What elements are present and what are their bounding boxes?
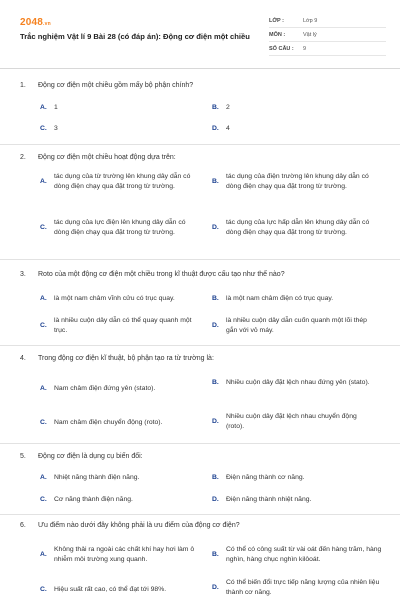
- option-letter: A.: [40, 177, 47, 185]
- option-text: Có thể biến đổi trực tiếp năng lượng của nhiên liệu thành cơ năng.: [226, 579, 380, 596]
- option-text: Nhiệt năng thành điện năng.: [54, 474, 140, 481]
- option-c[interactable]: [40, 124, 190, 134]
- question-divider: [0, 259, 400, 260]
- option-text: là nhiều cuộn dây dẫn cuốn quanh một lõi thép gắn với vỏ máy.: [226, 317, 367, 334]
- option-a[interactable]: [40, 103, 190, 113]
- question-stem: [20, 452, 380, 461]
- option-text: Nam châm điện chuyển động (roto).: [54, 419, 163, 426]
- option-d[interactable]: [212, 316, 372, 335]
- question-1: [20, 81, 380, 90]
- option-text: Nam châm điện đứng yên (stato).: [54, 385, 156, 392]
- option-text: tác dụng của từ trường lên khung dây dẫn có dòng điện chạy qua đặt trong từ trường.: [54, 173, 191, 190]
- question-stem: [20, 521, 380, 530]
- option-d[interactable]: [212, 412, 372, 431]
- option-d[interactable]: [212, 124, 372, 134]
- option-letter: C.: [40, 496, 47, 503]
- meta-row-grade: [269, 14, 386, 28]
- question-2: [20, 153, 380, 162]
- option-text: 4: [226, 125, 230, 132]
- page-title: Trắc nghiệm Vật lí 9 Bài 28 (có đáp án): Động cơ điện một chiều: [20, 32, 250, 41]
- option-d[interactable]: [212, 495, 372, 505]
- question-number: 5.: [20, 453, 26, 460]
- option-a[interactable]: [40, 473, 205, 483]
- page-header: [14, 12, 386, 58]
- question-text: Roto của một động cơ điện một chiều trong kĩ thuật được cấu tạo như thế nào?: [38, 271, 285, 278]
- option-letter: A.: [40, 295, 47, 302]
- option-text: Hiệu suất rất cao, có thể đạt tới 98%.: [54, 586, 167, 593]
- option-letter: C.: [40, 223, 47, 231]
- option-text: Không thải ra ngoài các chất khí hay hơi làm ô nhiễm môi trường xung quanh.: [54, 546, 195, 563]
- question-number: 2.: [20, 154, 26, 161]
- option-d[interactable]: [212, 578, 382, 597]
- option-a[interactable]: [40, 294, 205, 304]
- option-letter: C.: [40, 586, 47, 593]
- question-4: [20, 354, 380, 363]
- option-letter: D.: [212, 223, 219, 231]
- question-stem: [20, 81, 380, 90]
- option-b[interactable]: [212, 172, 372, 191]
- option-text: tác dụng của điện trường lên khung dây dẫn có dòng điện chạy qua đặt trong từ trường.: [226, 173, 369, 190]
- question-divider: [0, 514, 400, 515]
- option-text: tác dụng của lực điện lên khung dây dẫn có dòng điện chạy qua đặt trong từ trường.: [54, 219, 186, 236]
- option-b[interactable]: [212, 378, 372, 388]
- meta-row-count: [269, 42, 386, 56]
- option-b[interactable]: [212, 294, 377, 304]
- option-text: 3: [54, 125, 58, 132]
- option-text: tác dụng của lực hấp dẫn lên khung dây dẫn có dòng điện chạy qua đặt trong từ trường.: [226, 219, 370, 236]
- option-letter: B.: [212, 104, 219, 111]
- question-6: [20, 521, 380, 530]
- option-letter: D.: [212, 125, 219, 132]
- option-text: Nhiều cuộn dây đặt lệch nhau đứng yên (stato).: [226, 379, 370, 386]
- option-text: là nhiều cuộn dây dẫn có thể quay quanh một trục.: [54, 317, 192, 334]
- question-stem: [20, 153, 380, 162]
- option-text: 1: [54, 104, 58, 111]
- option-letter: C.: [40, 125, 47, 132]
- option-text: Nhiều cuộn dây đặt lệch nhau chuyển động (roto).: [226, 413, 357, 430]
- option-text: Có thể có công suất từ vài oát đến hàng trăm, hàng nghìn, hàng chục nghìn kilôoát.: [226, 546, 382, 563]
- meta-key-grade: LỚP :: [269, 17, 284, 24]
- option-c[interactable]: [40, 218, 200, 237]
- question-text: Động cơ điện một chiều gồm mấy bộ phận chính?: [38, 82, 194, 89]
- question-text: Động cơ điện một chiều hoạt động dựa trên:: [38, 154, 176, 161]
- meta-value-grade: Lớp 9: [303, 17, 318, 24]
- meta-row-subject: [269, 28, 386, 42]
- option-text: là một nam châm điện có trục quay.: [226, 295, 334, 302]
- option-b[interactable]: [212, 545, 382, 564]
- option-letter: B.: [212, 379, 219, 386]
- question-number: 3.: [20, 271, 26, 278]
- meta-key-count: SỐ CÂU :: [269, 45, 294, 52]
- option-letter: D.: [212, 583, 219, 591]
- meta-key-subject: MÔN :: [269, 31, 286, 38]
- option-d[interactable]: [212, 218, 372, 237]
- option-text: 2: [226, 104, 230, 111]
- option-letter: A.: [40, 474, 47, 481]
- question-text: Trong động cơ điện kĩ thuật, bộ phận tạo ra từ trường là:: [38, 355, 214, 362]
- option-c[interactable]: [40, 418, 205, 428]
- option-letter: C.: [40, 321, 47, 329]
- question-divider: [0, 443, 400, 444]
- option-letter: B.: [212, 295, 219, 302]
- option-letter: A.: [40, 104, 47, 111]
- option-letter: D.: [212, 496, 219, 503]
- question-text: Ưu điểm nào dưới đây không phải là ưu điểm của động cơ điện?: [38, 522, 240, 529]
- question-5: [20, 452, 380, 461]
- option-c[interactable]: [40, 316, 200, 335]
- question-stem: [20, 270, 380, 279]
- option-text: Điện năng thành nhiệt năng.: [226, 496, 312, 503]
- option-letter: B.: [212, 177, 219, 185]
- option-letter: B.: [212, 474, 219, 481]
- question-number: 1.: [20, 82, 26, 89]
- meta-value-count: 9: [303, 45, 307, 52]
- option-a[interactable]: [40, 545, 205, 564]
- quiz-meta: [269, 14, 386, 56]
- question-number: 6.: [20, 522, 26, 529]
- option-letter: A.: [40, 550, 47, 558]
- option-b[interactable]: [212, 473, 372, 483]
- option-text: là một nam châm vĩnh cửu có trục quay.: [54, 295, 175, 302]
- question-stem: [20, 354, 380, 363]
- meta-value-subject: Vật lý: [303, 31, 317, 38]
- option-letter: D.: [212, 417, 219, 425]
- site-logo[interactable]: [20, 17, 51, 28]
- option-a[interactable]: [40, 172, 200, 191]
- option-letter: A.: [40, 385, 47, 392]
- option-c[interactable]: [40, 585, 205, 595]
- question-divider: [0, 345, 400, 346]
- option-a[interactable]: [40, 384, 205, 394]
- question-3: [20, 270, 380, 279]
- question-number: 4.: [20, 355, 26, 362]
- option-letter: D.: [212, 321, 219, 329]
- option-b[interactable]: [212, 103, 372, 113]
- option-c[interactable]: [40, 495, 205, 505]
- option-text: Cơ năng thành điện năng.: [54, 496, 133, 503]
- option-letter: B.: [212, 550, 219, 558]
- header-divider: [0, 68, 400, 69]
- logo-text: 2048: [20, 17, 44, 28]
- option-text: Điện năng thành cơ năng.: [226, 474, 305, 481]
- question-text: Động cơ điện là dụng cụ biến đổi:: [38, 453, 143, 460]
- logo-suffix: .vn: [43, 21, 51, 27]
- question-divider: [0, 144, 400, 145]
- option-letter: C.: [40, 419, 47, 426]
